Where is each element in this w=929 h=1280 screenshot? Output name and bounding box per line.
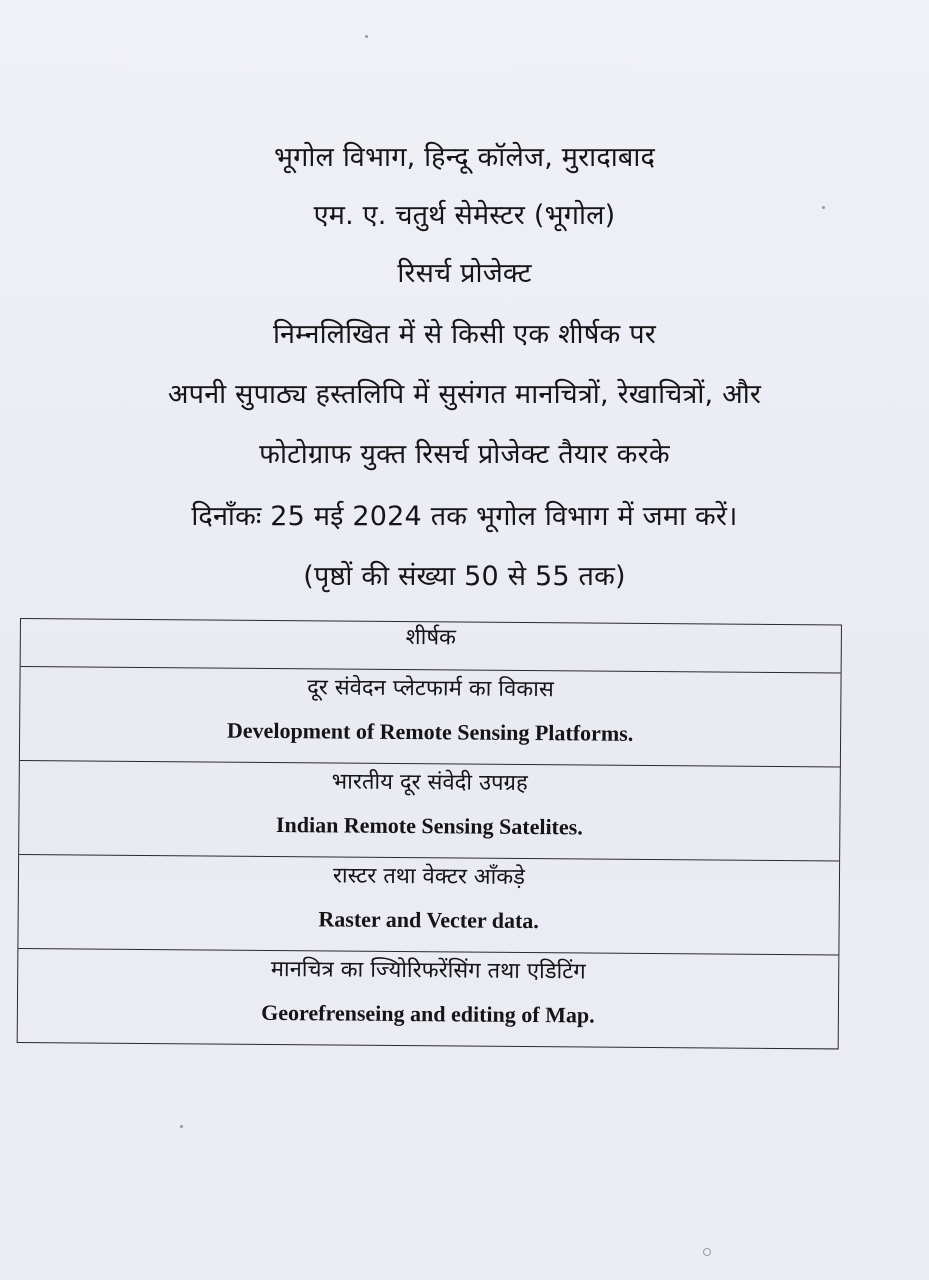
paper-speck [180,1125,183,1128]
page-count-note: (पृष्ठों की संख्या 50 से 55 तक) [303,561,626,592]
heading-department: भूगोल विभाग, हिन्दू कॉलेज, मुरादाबाद [273,142,656,173]
topic-english-title: Development of Remote Sensing Platforms. [226,717,634,746]
instruction-line-1: निम्नलिखित में से किसी एक शीर्षक पर [272,319,657,350]
topic-row [19,760,840,860]
topic-hindi-title: मानचित्र का ज्यिोरिफरेंसिंग तथा एडिटिंग [270,956,586,985]
topics-table [17,618,842,1049]
topics-table-header: शीर्षक [405,625,457,651]
topic-hindi-title: दूर संवेदन प्लेटफार्म का विकास [307,675,554,703]
topic-english-title: Georefrenseing and editing of Map. [261,999,595,1028]
instruction-line-2: अपनी सुपाठ्य हस्तलिपि में सुसंगत मानचित्रों, रेखाचित्रों, और [167,379,762,410]
submission-deadline: दिनाँकः 25 मई 2024 तक भूगोल विभाग में जमा करें। [191,501,738,532]
paper-speck [365,35,368,38]
topic-english-title: Indian Remote Sensing Satelites. [275,812,583,840]
topic-row [20,666,841,766]
topic-row [18,948,839,1048]
topic-row [18,854,839,954]
heading-research-project: रिसर्च प्रोजेक्ट [397,258,532,289]
instruction-line-3: फोटोग्राफ युक्त रिसर्च प्रोजेक्ट तैयार करके [259,439,670,470]
paper-speck [703,1248,711,1256]
topic-english-title: Raster and Vecter data. [318,906,539,934]
paper-speck [822,206,825,209]
topic-hindi-title: भारतीय दूर संवेदी उपग्रह [331,769,528,796]
topic-hindi-title: रास्टर तथा वेक्टर आँकड़े [332,863,526,890]
heading-course: एम. ए. चतुर्थ सेमेस्टर (भूगोल) [313,200,616,231]
